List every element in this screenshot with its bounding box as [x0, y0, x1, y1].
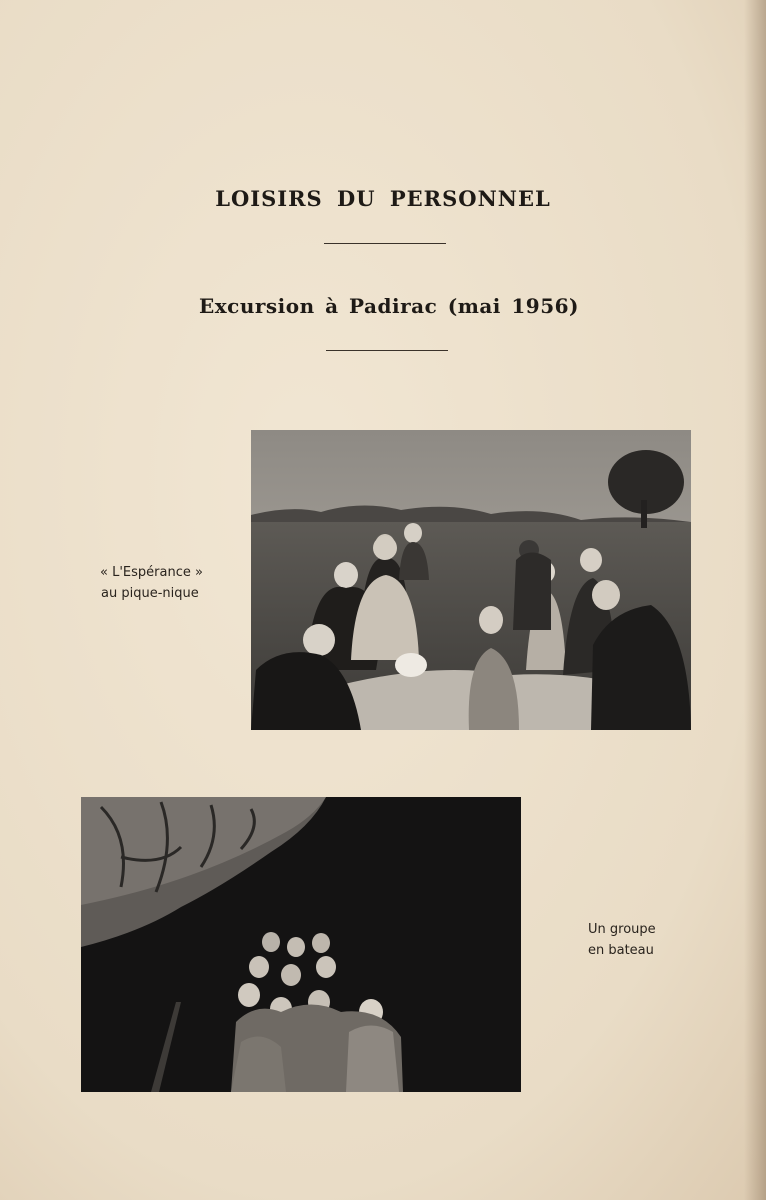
picnic-caption	[100, 562, 230, 604]
boat-caption	[588, 919, 708, 961]
boat-caption-line1: Un groupe	[588, 922, 656, 937]
boat-caption-line2: en bateau	[588, 943, 654, 958]
cave-boat-image	[81, 797, 521, 1092]
picnic-image	[251, 430, 691, 730]
cave-boat-photo	[81, 797, 521, 1092]
page-title: LOISIRS DU PERSONNEL	[215, 186, 551, 211]
picnic-photo	[251, 430, 691, 730]
picnic-caption-line1: « L'Espérance »	[100, 565, 203, 580]
picnic-caption-line2: au pique-nique	[101, 586, 199, 601]
subtitle-divider	[326, 350, 448, 351]
page-edge-shadow	[744, 0, 766, 1200]
title-divider	[324, 243, 446, 244]
page-subtitle: Excursion à Padirac (mai 1956)	[199, 294, 579, 318]
